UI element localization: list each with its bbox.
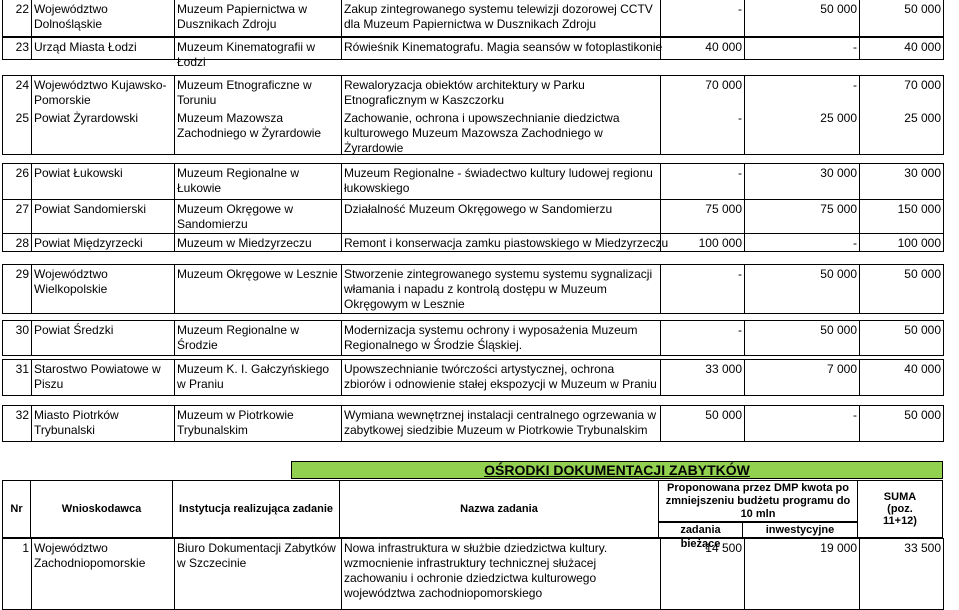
- applicant: Województwo Kujawsko-Pomorskie: [31, 76, 174, 110]
- row-number: 30: [2, 321, 31, 355]
- investment-value: -: [744, 38, 859, 59]
- applicant: Powiat Żyrardowski: [31, 109, 174, 154]
- row-number: 24: [2, 76, 31, 110]
- section-title: OŚRODKI DOKUMENTACJI ZABYTKÓW: [291, 461, 943, 479]
- investment-value: 19 000: [744, 539, 859, 609]
- row-number: 27: [2, 200, 31, 233]
- institution: Muzeum Etnograficzne w Toruniu: [174, 76, 341, 110]
- sum-value: 150 000: [859, 200, 944, 233]
- investment-value: 7 000: [744, 360, 859, 395]
- task-name: Rewaloryzacja obiektów architektury w Parku Etnograficznym w Kaszczorku: [341, 76, 660, 110]
- table-row: [2, 37, 944, 69]
- current-tasks-value: -: [660, 265, 744, 313]
- applicant: Powiat Sandomierski: [31, 200, 174, 233]
- header-nr: Nr: [2, 480, 31, 538]
- current-tasks-value: -: [660, 321, 744, 355]
- task-name: Modernizacja systemu ochrony i wyposażenia Muzeum Regionalnego w Środzie Śląskiej.: [341, 321, 660, 355]
- sum-value: 30 000: [859, 164, 944, 200]
- current-tasks-value: 14 500: [660, 539, 744, 609]
- institution: Muzeum Regionalne w Środzie: [174, 321, 341, 355]
- applicant: Powiat Średzki: [31, 321, 174, 355]
- current-tasks-value: 75 000: [660, 200, 744, 233]
- table-row: [2, 199, 944, 234]
- task-name: Zakup zintegrowanego systemu telewizji dozorowej CCTV dla Muzeum Papiernictwa w Dusznikach Zdroju: [341, 0, 660, 36]
- sum-value: 25 000: [859, 109, 944, 154]
- header-current: zadania bieżące: [658, 522, 743, 538]
- table-row: [2, 320, 944, 356]
- table-row: [2, 359, 944, 396]
- row-number: 29: [2, 265, 31, 313]
- header-task-name: Nazwa zadania: [339, 480, 659, 538]
- institution: Biuro Dokumentacji Zabytków w Szczecinie: [174, 539, 341, 609]
- institution: Muzeum w Piotrkowie Trybunalskim: [174, 406, 341, 441]
- investment-value: -: [744, 406, 859, 441]
- investment-value: -: [744, 234, 859, 251]
- applicant: Miasto Piotrków Trybunalski: [31, 406, 174, 441]
- institution: Muzeum Papiernictwa w Dusznikach Zdroju: [174, 0, 341, 36]
- sum-value: 50 000: [859, 406, 944, 441]
- row-number: 26: [2, 164, 31, 200]
- current-tasks-value: -: [660, 164, 744, 200]
- applicant: Województwo Zachodniopomorskie: [31, 539, 174, 609]
- task-name: Remont i konserwacja zamku piastowskiego w Miedzyrzeczu: [341, 234, 660, 251]
- applicant: Urząd Miasta Łodzi: [31, 38, 174, 59]
- table-row: [2, 0, 944, 37]
- row-number: 1: [2, 539, 31, 609]
- task-name: Działalność Muzeum Okręgowego w Sandomierzu: [341, 200, 660, 233]
- task-name: Muzeum Regionalne - świadectwo kultury ludowej regionu łukowskiego: [341, 164, 660, 200]
- task-name: Nowa infrastruktura w służbie dziedzictwa kultury. wzmocnienie infrastruktury technicznej służacej zachowaniu i ochronie dziedzictwa kulturowego województwa zachodniopomorskiego: [341, 539, 660, 609]
- sum-value: 40 000: [859, 38, 944, 59]
- row-number: 23: [2, 38, 31, 59]
- investment-value: 50 000: [744, 0, 859, 36]
- institution: Muzeum K. I. Gałczyńskiego w Praniu: [174, 360, 341, 395]
- applicant: Powiat Międzyrzecki: [31, 234, 174, 251]
- header-institution: Instytucja realizująca zadanie: [172, 480, 340, 538]
- sum-value: 70 000: [859, 76, 944, 110]
- institution: Muzeum Okręgowe w Lesznie: [174, 265, 341, 313]
- current-tasks-value: 33 000: [660, 360, 744, 395]
- investment-value: 50 000: [744, 321, 859, 355]
- table-row: [2, 75, 944, 110]
- row-number: 32: [2, 406, 31, 441]
- applicant: Starostwo Powiatowe w Piszu: [31, 360, 174, 395]
- task-name: Wymiana wewnętrznej instalacji centralnego ogrzewania w zabytkowej siedzibie Muzeum w Piotrkowie Trybunalskim: [341, 406, 660, 441]
- header-funding: Proponowana przez DMP kwota po zmniejszeniu budżetu programu do 10 mln: [658, 480, 858, 522]
- sum-value: 50 000: [859, 0, 944, 36]
- table-row: [2, 405, 944, 442]
- sum-value: 40 000: [859, 360, 944, 395]
- table-row: [2, 538, 944, 610]
- investment-value: 25 000: [744, 109, 859, 154]
- row-number: 25: [2, 109, 31, 154]
- investment-value: 30 000: [744, 164, 859, 200]
- task-name: Rówieśnik Kinematografu. Magia seansów w fotoplastikonie: [341, 38, 660, 59]
- current-tasks-value: 40 000: [660, 38, 744, 59]
- institution: Muzeum Mazowsza Zachodniego w Żyrardowie: [174, 109, 341, 154]
- institution: Muzeum Regionalne w Łukowie: [174, 164, 341, 200]
- header-investment: inwestycyjne: [742, 522, 858, 538]
- applicant: Województwo Wielkopolskie: [31, 265, 174, 313]
- header-applicant: Wnioskodawca: [30, 480, 173, 538]
- investment-value: 75 000: [744, 200, 859, 233]
- current-tasks-value: -: [660, 0, 744, 36]
- task-name: Zachowanie, ochrona i upowszechnianie diedzictwa kulturowego Muzeum Mazowsza Zachodniego w Żyrardowie: [341, 109, 660, 154]
- investment-value: 50 000: [744, 265, 859, 313]
- table-row: [2, 163, 944, 200]
- table-row: [2, 109, 944, 155]
- applicant: Powiat Łukowski: [31, 164, 174, 200]
- institution: Muzeum Kinematografii w Łodzi: [174, 38, 341, 59]
- sum-value: 50 000: [859, 265, 944, 313]
- task-name: Upowszechnianie twórczości artystycznej, ochrona zbiorów i odnowienie stałej ekspozycji w Muzeum w Praniu: [341, 360, 660, 395]
- task-name: Stworzenie zintegrowanego systemu systemu sygnalizacji włamania i napadu z kontrolą dostępu w Muzeum Okręgowym w Lesznie: [341, 265, 660, 313]
- sum-value: 33 500: [859, 539, 944, 609]
- current-tasks-value: 50 000: [660, 406, 744, 441]
- row-number: 31: [2, 360, 31, 395]
- header-sum: SUMA (poz. 11+12): [857, 480, 943, 538]
- institution: Muzeum w Miedzyrzeczu: [174, 234, 341, 251]
- current-tasks-value: -: [660, 109, 744, 154]
- row-number: 28: [2, 234, 31, 251]
- current-tasks-value: 100 000: [660, 234, 744, 251]
- sum-value: 50 000: [859, 321, 944, 355]
- sum-value: 100 000: [859, 234, 944, 251]
- row-number: 22: [2, 0, 31, 36]
- investment-value: -: [744, 76, 859, 110]
- table-row: [2, 264, 944, 314]
- current-tasks-value: 70 000: [660, 76, 744, 110]
- institution: Muzeum Okręgowe w Sandomierzu: [174, 200, 341, 233]
- applicant: Województwo Dolnośląskie: [31, 0, 174, 36]
- table-row: [2, 233, 944, 252]
